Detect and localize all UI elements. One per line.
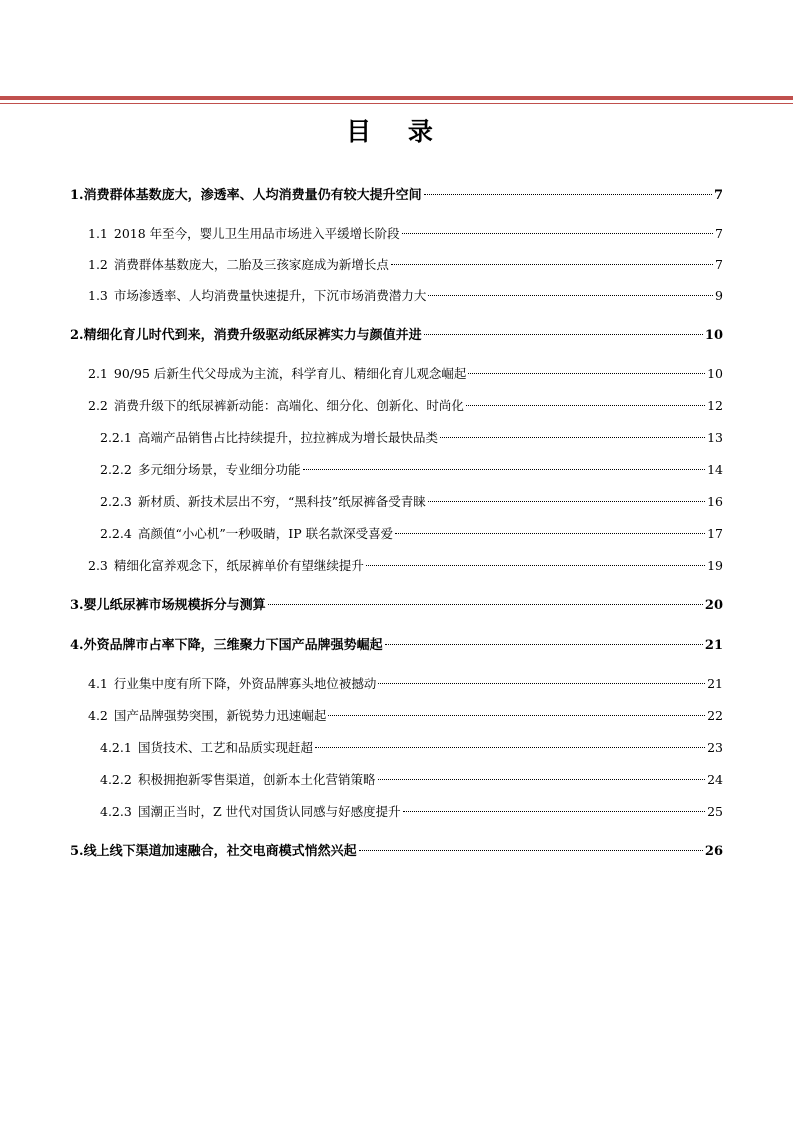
toc-entry-text: 消费群体基数庞大，二胎及三孩家庭成为新增长点 xyxy=(113,257,389,272)
toc-entry-number: 2.2.3 xyxy=(100,494,132,509)
toc-leader-dots xyxy=(395,533,705,534)
toc-entry-page: 25 xyxy=(707,804,723,819)
toc-entry-number: 2.2.2 xyxy=(100,462,132,477)
toc-entry[interactable] xyxy=(88,706,723,728)
toc-entry-page: 26 xyxy=(704,844,723,859)
toc-entry-page: 24 xyxy=(707,772,723,787)
toc-entry-text: 行业集中度有所下降，外资品牌寡头地位被撼动 xyxy=(113,676,377,691)
toc-entry-number: 1.3 xyxy=(88,288,108,303)
toc-leader-dots xyxy=(440,437,705,438)
toc-leader-dots xyxy=(378,779,706,780)
toc-entry-text: 高颜值“小心机”一秒吸睛，IP 联名款深受喜爱 xyxy=(138,526,394,541)
toc-entry-page: 17 xyxy=(707,526,723,541)
toc-entry-page: 13 xyxy=(707,430,723,445)
toc-leader-dots xyxy=(378,683,705,684)
toc-entry-text: 外资品牌市占率下降，三维聚力下国产品牌强势崛起 xyxy=(83,638,383,653)
toc-entry[interactable] xyxy=(100,428,723,450)
toc-entry-page: 22 xyxy=(707,708,723,723)
toc-entry-number: 1. xyxy=(70,188,84,203)
toc-entry-text: 精细化育儿时代到来，消费升级驱动纸尿裤实力与颜值并进 xyxy=(83,328,422,343)
toc-entry[interactable] xyxy=(70,184,723,206)
toc-entry-number: 2.2.1 xyxy=(100,430,132,445)
toc-leader-dots xyxy=(402,233,713,234)
toc-leader-dots xyxy=(403,811,705,812)
toc-entry-page: 23 xyxy=(707,740,723,755)
toc-entry[interactable] xyxy=(88,396,723,418)
toc-entry[interactable] xyxy=(88,286,723,308)
toc-entry-text: 国货技术、工艺和品质实现赶超 xyxy=(138,740,314,755)
toc-entry-text: 消费升级下的纸尿裤新动能：高端化、细分化、创新化、时尚化 xyxy=(113,398,464,413)
toc-entry-text: 消费群体基数庞大，渗透率、人均消费量仍有较大提升空间 xyxy=(83,188,422,203)
toc-entry[interactable] xyxy=(88,255,723,277)
toc-title: 目 录 xyxy=(346,117,447,146)
toc-entry-page: 10 xyxy=(704,328,723,343)
toc-entry-text: 积极拥抱新零售渠道，创新本土化营销策略 xyxy=(138,772,376,787)
toc-entry[interactable] xyxy=(88,674,723,696)
toc-entry[interactable] xyxy=(70,634,723,656)
toc-entry-page: 16 xyxy=(707,494,723,509)
toc-entry-text: 精细化富养观念下，纸尿裤单价有望继续提升 xyxy=(113,558,364,573)
toc-entry[interactable] xyxy=(100,524,723,546)
toc-entry-text: 新材质、新技术层出不穷，“黑科技”纸尿裤备受青睐 xyxy=(138,494,426,509)
toc-entry-number: 4. xyxy=(70,638,84,653)
toc-entry[interactable] xyxy=(70,840,723,862)
toc-entry-page: 12 xyxy=(707,398,723,413)
toc-leader-dots xyxy=(366,565,705,566)
toc-leader-dots xyxy=(424,334,703,335)
toc-entry-number: 4.2 xyxy=(88,708,108,723)
toc-leader-dots xyxy=(328,715,705,716)
toc-entry-page: 9 xyxy=(715,288,723,303)
toc-entry-page: 21 xyxy=(707,676,723,691)
toc-entry-text: 90/95 后新生代父母成为主流，科学育儿、精细化育儿观念崛起 xyxy=(113,366,467,381)
toc-entry-page: 21 xyxy=(704,638,723,653)
toc-entry-number: 4.2.3 xyxy=(100,804,132,819)
toc-entry-number: 2.3 xyxy=(88,558,108,573)
toc-leader-dots xyxy=(359,850,703,851)
header-rule-thick xyxy=(0,96,793,100)
toc-entry-page: 7 xyxy=(715,226,723,241)
toc-entry-text: 2018 年至今，婴儿卫生用品市场进入平缓增长阶段 xyxy=(113,226,400,241)
toc-leader-dots xyxy=(424,194,712,195)
toc-entry[interactable] xyxy=(88,556,723,578)
header-rule-thin xyxy=(0,103,793,104)
toc-entry-number: 3. xyxy=(70,598,84,613)
toc-entry[interactable] xyxy=(100,770,723,792)
toc-entry-page: 20 xyxy=(704,598,723,613)
toc-entry-number: 1.1 xyxy=(88,226,108,241)
toc-leader-dots xyxy=(391,264,713,265)
toc-entry-page: 10 xyxy=(707,366,723,381)
toc-entry[interactable] xyxy=(70,594,723,616)
toc-entry-number: 4.2.2 xyxy=(100,772,132,787)
toc-entry-number: 2.2.4 xyxy=(100,526,132,541)
toc-entry-page: 19 xyxy=(707,558,723,573)
toc-entry-number: 1.2 xyxy=(88,257,108,272)
toc-entry-number: 2. xyxy=(70,328,84,343)
toc-leader-dots xyxy=(315,747,705,748)
toc-entry[interactable] xyxy=(100,492,723,514)
toc-entry-text: 婴儿纸尿裤市场规模拆分与测算 xyxy=(83,598,266,613)
toc-leader-dots xyxy=(428,295,713,296)
toc-entry-page: 7 xyxy=(713,188,723,203)
toc-entry-text: 国产品牌强势突围，新锐势力迅速崛起 xyxy=(113,708,327,723)
toc-entry-number: 4.2.1 xyxy=(100,740,132,755)
toc-leader-dots xyxy=(268,604,703,605)
toc-entry-page: 7 xyxy=(715,257,723,272)
toc-entry-number: 2.2 xyxy=(88,398,108,413)
toc-entry[interactable] xyxy=(88,364,723,386)
toc-entry-text: 国潮正当时，Z 世代对国货认同感与好感度提升 xyxy=(138,804,401,819)
toc-entry[interactable] xyxy=(100,460,723,482)
toc-entry-number: 2.1 xyxy=(88,366,108,381)
toc-entry[interactable] xyxy=(100,802,723,824)
toc-entry-text: 多元细分场景，专业细分功能 xyxy=(138,462,301,477)
toc-entry[interactable] xyxy=(100,738,723,760)
toc-entry-text: 高端产品销售占比持续提升，拉拉裤成为增长最快品类 xyxy=(138,430,439,445)
toc-entry-page: 14 xyxy=(707,462,723,477)
toc-entry[interactable] xyxy=(88,224,723,246)
toc-leader-dots xyxy=(303,469,706,470)
toc-leader-dots xyxy=(466,405,705,406)
toc-entry-number: 4.1 xyxy=(88,676,108,691)
toc-entry-text: 线上线下渠道加速融合，社交电商模式悄然兴起 xyxy=(83,844,357,859)
toc-entry-text: 市场渗透率、人均消费量快速提升，下沉市场消费潜力大 xyxy=(113,288,427,303)
toc-leader-dots xyxy=(385,644,703,645)
toc-leader-dots xyxy=(428,501,705,502)
toc-entry[interactable] xyxy=(70,324,723,346)
toc-leader-dots xyxy=(468,373,705,374)
toc-entry-number: 5. xyxy=(70,844,84,859)
